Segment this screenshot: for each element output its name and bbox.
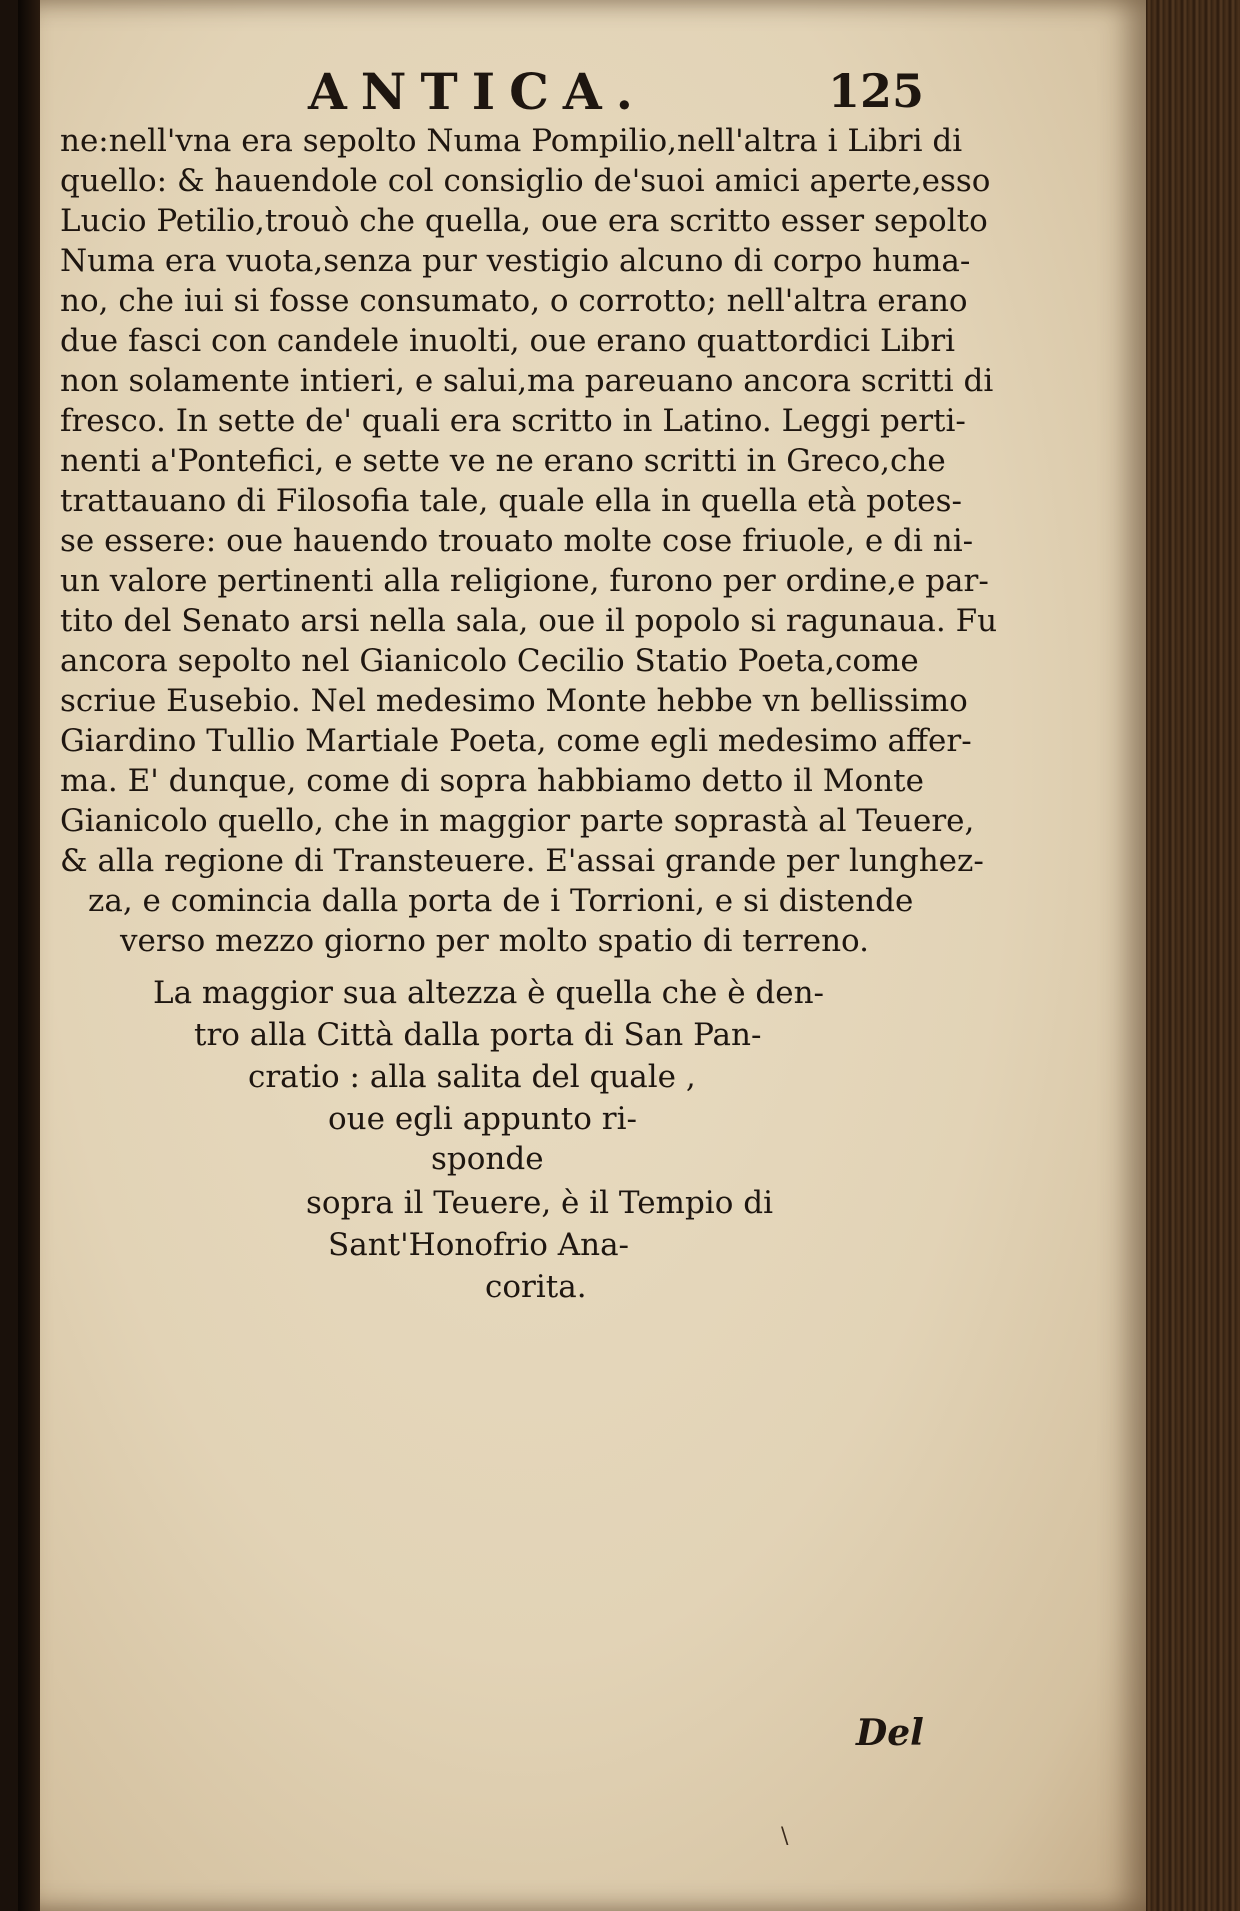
text-line: tro alla Città dalla porta di San Pan- bbox=[194, 1017, 762, 1053]
text-line: no, che iui si fosse consumato, o corrotto; nell'altra erano bbox=[60, 283, 968, 319]
text-line: oue egli appunto ri- bbox=[328, 1101, 637, 1137]
text-line: corita. bbox=[485, 1269, 587, 1305]
text-line: & alla regione di Transteuere. E'assai grande per lunghez- bbox=[60, 843, 984, 879]
text-line: nenti a'Pontefici, e sette ve ne erano scritti in Greco,che bbox=[60, 443, 946, 479]
running-head: ANTICA. bbox=[308, 62, 648, 121]
page-text-block bbox=[18, 0, 1146, 1911]
text-line: sopra il Teuere, è il Tempio di bbox=[306, 1185, 773, 1221]
text-line: ancora sepolto nel Gianicolo Cecilio Statio Poeta,come bbox=[60, 643, 919, 679]
book-spine bbox=[1140, 0, 1240, 1911]
text-line: La maggior sua altezza è quella che è den- bbox=[153, 975, 825, 1011]
text-line: trattauano di Filosofia tale, quale ella in quella età potes- bbox=[60, 483, 962, 519]
text-line: verso mezzo giorno per molto spatio di terreno. bbox=[120, 923, 870, 959]
text-line: Gianicolo quello, che in maggior parte soprastà al Teuere, bbox=[60, 803, 975, 839]
stray-mark: \ bbox=[781, 1824, 789, 1849]
text-line: un valore pertinenti alla religione, furono per ordine,e par- bbox=[60, 563, 989, 599]
text-line: Numa era vuota,senza pur vestigio alcuno di corpo huma- bbox=[60, 243, 971, 279]
catchword: Del bbox=[856, 1712, 924, 1754]
text-line: non solamente intieri, e salui,ma pareuano ancora scritti di bbox=[60, 363, 994, 399]
page-number: 125 bbox=[828, 64, 925, 118]
text-line: tito del Senato arsi nella sala, oue il popolo si ragunaua. Fu bbox=[60, 603, 998, 639]
text-line: due fasci con candele inuolti, oue erano quattordici Libri bbox=[60, 323, 956, 359]
text-line: fresco. In sette de' quali era scritto in Latino. Leggi perti- bbox=[60, 403, 966, 439]
text-line: ne:nell'vna era sepolto Numa Pompilio,nell'altra i Libri di bbox=[60, 123, 963, 159]
book-page bbox=[18, 0, 1146, 1911]
text-line: sponde bbox=[431, 1141, 544, 1177]
text-line: za, e comincia dalla porta de i Torrioni, e si distende bbox=[88, 883, 914, 919]
text-line: cratio : alla salita del quale , bbox=[248, 1059, 696, 1095]
text-line: ma. E' dunque, come di sopra habbiamo detto il Monte bbox=[60, 763, 924, 799]
text-line: Giardino Tullio Martiale Poeta, come egli medesimo affer- bbox=[60, 723, 972, 759]
text-line: Sant'Honofrio Ana- bbox=[328, 1227, 630, 1263]
text-line: Lucio Petilio,trouò che quella, oue era scritto esser sepolto bbox=[60, 203, 988, 239]
text-line: scriue Eusebio. Nel medesimo Monte hebbe vn bellissimo bbox=[60, 683, 968, 719]
text-line: se essere: oue hauendo trouato molte cose friuole, e di ni- bbox=[60, 523, 974, 559]
text-line: quello: & hauendole col consiglio de'suoi amici aperte,esso bbox=[60, 163, 991, 199]
